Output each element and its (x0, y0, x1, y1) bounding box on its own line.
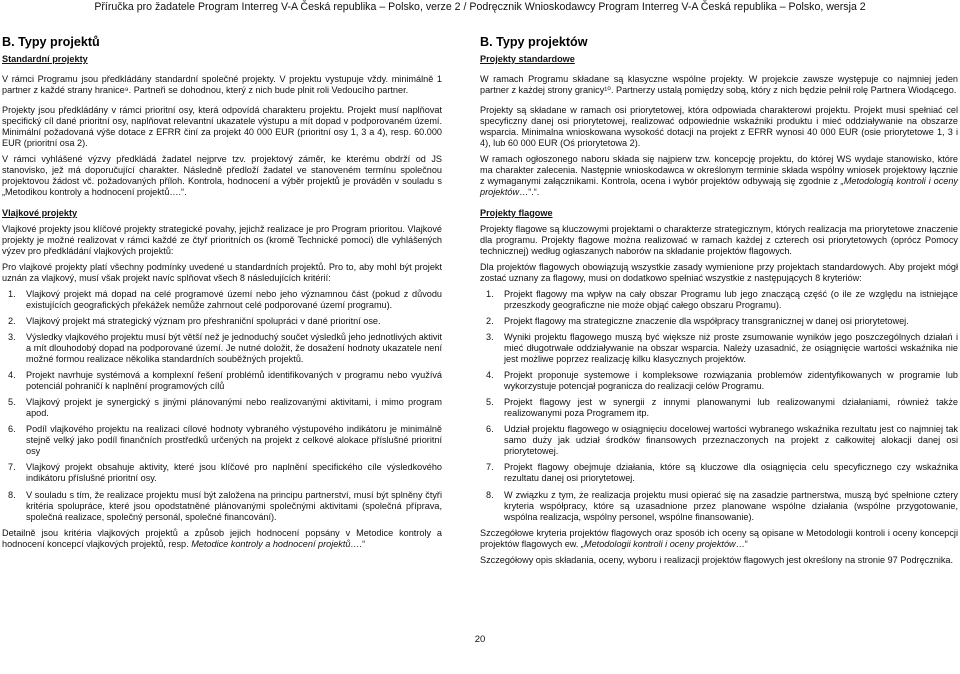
list-item: 7. Projekt flagowy obejmuje działania, które są kluczowe dla osiągnięcia celu specyficznego czy wskaźnika rezultatu danej osi priorytetowej. (486, 462, 958, 484)
list-item: 4. Projekt proponuje systemowe i kompleksowe rozwiązania problemów zidentyfikowanych w programie lub wykorzystuje potencjał pogranicza do realizacji celów Programu. (486, 370, 958, 392)
criteria-list-cz (2, 289, 442, 523)
criteria-list-pl (480, 289, 958, 523)
paragraph-pl-6: Szczegółowe kryteria projektów flagowych oraz sposób ich oceny są opisane w Metodologii kontroli i oceny koncepcji projektów flagowych ew. „Metodologii kontroli i oceny projektów…“ (480, 527, 958, 549)
paragraph-cz-3: V rámci vyhlášené výzvy předkládá žadatel nejprve tzv. projektový záměr, ke kterému obdrží od JS stanovisko, jež má doporučující charakter. Následně předloží žadatel ve stanoveném termínu společnou projektovou žádost vč. požadovaných příloh. Kontrola, hodnocení a výběr projektů je prováděn v souladu s „Metodikou kontroly a hodnocení projektů….“. (2, 154, 442, 198)
paragraph-cz-6: Detailně jsou kritéria vlajkových projektů a způsob jejich hodnocení popsány v Metodice kontroly a hodnocení koncepcí vlajkových projektů, resp. Metodice kontroly a hodnocení projektů….“ (2, 527, 442, 549)
paragraph-pl-7: Szczegółowy opis składania, oceny, wyboru i realizacji projektów flagowych jest określony na stronie 97 Podręcznika. (480, 554, 954, 565)
list-item: 3. Wyniki projektu flagowego muszą być większe niż proste zsumowanie wyników jego poszczególnych działań i mieć długotrwałe oddziaływanie na obszar wsparcia. Należy uzasadnić, że osiągnięcie wartości wskaźnika nie jest możliwe poprzez realizację kilku klasycznych projektów. (486, 331, 958, 365)
list-item: 5. Projekt flagowy jest w synergii z innymi planowanymi lub realizowanymi działaniami, również także realizowanymi poza Programem itp. (486, 397, 958, 419)
czech-column (2, 35, 442, 550)
list-item: 2. Vlajkový projekt má strategický význam pro přeshraniční spolupráci v dané prioritní ose. (8, 315, 381, 326)
section-title-pl: B. Typy projektów (480, 35, 588, 49)
list-item: 8. W związku z tym, że realizacja projektu musi opierać się na zasadzie partnerstwa, muszą być spełnione cztery kryteria współpracy, które są uzasadnione przez planowane wspólne działania (wspólne przygotowanie, wspólna realizacja, wspólny personel, wspólne finansowanie). (486, 489, 958, 522)
paragraph-pl-3: W ramach ogłoszonego naboru składa się najpierw tzw. koncepcję projektu, do której WS wydaje stanowisko, które ma charakter zalecenia. Następnie wnioskodawca w określonym terminie składa wspólny wniosek projektowy łącznie z wymaganymi załącznikami. Kontrola, ocena i wybór projektów odbywają się zgodnie z „Metodologią kontroli i oceny projektów…“.“. (480, 154, 958, 198)
list-item: 2. Projekt flagowy ma strategiczne znaczenie dla współpracy transgranicznej w danej osi priorytetowej. (486, 315, 909, 326)
list-item: 3. Výsledky vlajkového projektu musí být větší než je jednoduchý součet výsledků jeho jednotlivých aktivit a mít dlouhodobý dopad na podporované území. Je nutné doložit, že dosažení hodnoty ukazatele není možné formou realizace několika standardních souběžných projektů. (8, 331, 442, 365)
paragraph-pl-1: W ramach Programu składane są klasyczne wspólne projekty. W projekcie zawsze występuje co najmniej jeden partner z każdej strony granicy¹⁰. Partnerzy ustalą pomiędzy sobą, który z nich będzie pełnił rolę Partnera Wiodącego. (480, 74, 958, 96)
list-item: 5. Vlajkový projekt je synergický s jinými plánovanými nebo realizovanými aktivitami, i mimo program apod. (8, 397, 442, 419)
flagship-projects-heading-cz: Vlajkové projekty (2, 207, 78, 218)
running-header: Příručka pro žadatele Program Interreg V-A Česká republika – Polsko, verze 2 / Podręcznik Wnioskodawcy Program Interreg V-A Česká republika – Polsko, wersja 2 (94, 1, 866, 13)
standard-projects-heading-cz: Standardní projekty (2, 54, 88, 64)
standard-projects-heading-pl: Projekty standardowe (480, 54, 575, 64)
list-item: 8. V souladu s tím, že realizace projektu musí být založena na principu partnerství, musí být splněny čtyři kritéria spolupráce, které jsou opodstatněné plánovanými společnými aktivitami (společná příprava, společná realizace, společný personál, společné financování). (8, 489, 442, 522)
paragraph-pl-5: Dla projektów flagowych obowiązują wszystkie zasady wymienione przy projektach standardowych. Aby projekt mógł zostać uznany za flagowy, musi on dodatkowo spełniać wszystkie z następujących 8 kryteriów: (480, 261, 958, 283)
list-item: 1. Vlajkový projekt má dopad na celé programové území nebo jeho významnou část (pokud z důvodu existujících geografických překážek nemůže zahrnout celé podporované území programu). (8, 288, 442, 310)
flagship-projects-heading-pl: Projekty flagowe (480, 207, 553, 218)
list-item: 1. Projekt flagowy ma wpływ na cały obszar Programu lub jego znaczącą część (o ile ze względu na istniejące przeszkody geograficzne nie może objąć całego obszaru Programu). (486, 288, 958, 310)
page-number: 20 (474, 634, 486, 645)
section-title-cz: B. Typy projektů (2, 35, 100, 49)
paragraph-pl-4: Projekty flagowe są kluczowymi projektami o charakterze strategicznym, których realizacja ma priorytetowe znaczenie dla programu. Projekty flagowe można realizować w ramach każdej z czterech osi priorytetowych (oprócz Pomocy technicznej) według ogłaszanych naborów na składanie projektów flagowych. (480, 223, 958, 256)
paragraph-cz-1: V rámci Programu jsou předkládány standardní společné projekty. V projektu vystupuje vždy. minimálně 1 partner z každé strany hranice⁹. Partneři se dohodnou, který z nich bude plnit roli Vedoucího partner. (2, 74, 442, 96)
list-item: 6. Podíl vlajkového projektu na realizaci cílové hodnoty vybraného výstupového indikátoru je minimálně stejně velký jako podíl finančních prostředků určených na projekt z celkové alokace příslušné prioritní osy (8, 424, 442, 457)
paragraph-cz-2: Projekty jsou předkládány v rámci prioritní osy, která odpovídá charakteru projektu. Projekt musí naplňovat specifický cíl dané prioritní osy, naplňovat relevantní ukazatele výstupu a mít dopad v podporovaném území. Minimální požadovaná výše dotace z EFRR činí za projekt 40 000 EUR (prioritní osy 1, 3 a 4), resp. 60.000 EUR (prioritní osa 2). (2, 105, 442, 149)
paragraph-cz-5: Pro vlajkové projekty platí všechny podmínky uvedené u standardních projektů. Pro to, aby mohl být projekt uznán za vlajkový, musí však projekt navíc splňovat všech 8 následujících kritérií: (2, 261, 442, 283)
list-item: 6. Udział projektu flagowego w osiągnięciu docelowej wartości wybranego wskaźnika rezultatu jest co najmniej tak samo duży jak udział środków finansowych przeznaczonych na projekt z całkowitej alokacji danej osi priorytetowej. (486, 424, 958, 457)
paragraph-cz-4: Vlajkové projekty jsou klíčové projekty strategické povahy, jejichž realizace je pro Program prioritou. Vlajkové projekty je možné realizovat v rámci každé ze čtyř prioritních os (kromě Technické pomoci) dle vyhlášených výzev pro předkládání vlajkových projektů: (2, 223, 442, 256)
list-item: 4. Projekt navrhuje systémová a komplexní řešení problémů identifikovaných v programu nebo využívá potenciál pohraničí k naplnění programových cílů (8, 370, 442, 392)
polish-column (480, 35, 958, 566)
paragraph-pl-2: Projekty są składane w ramach osi priorytetowej, która odpowiada charakterowi projektu. Projekt musi spełniać cel specyficzny danej osi priorytetowej, realizować odpowiednie wskaźniki produktu i mieć oddziaływanie na obszarze wsparcia. Minimalna wnioskowana wysokość dotacji na projekt z EFRR wynosi 40 000 EUR (osie priorytetowe 1, 3 i 4), lub 60 000 EUR (Oś priorytetowa 2). (480, 105, 958, 149)
list-item: 7. Vlajkový projekt obsahuje aktivity, které jsou klíčové pro naplnění specifického cíle výsledkového indikátoru příslušné prioritní osy. (8, 462, 442, 484)
